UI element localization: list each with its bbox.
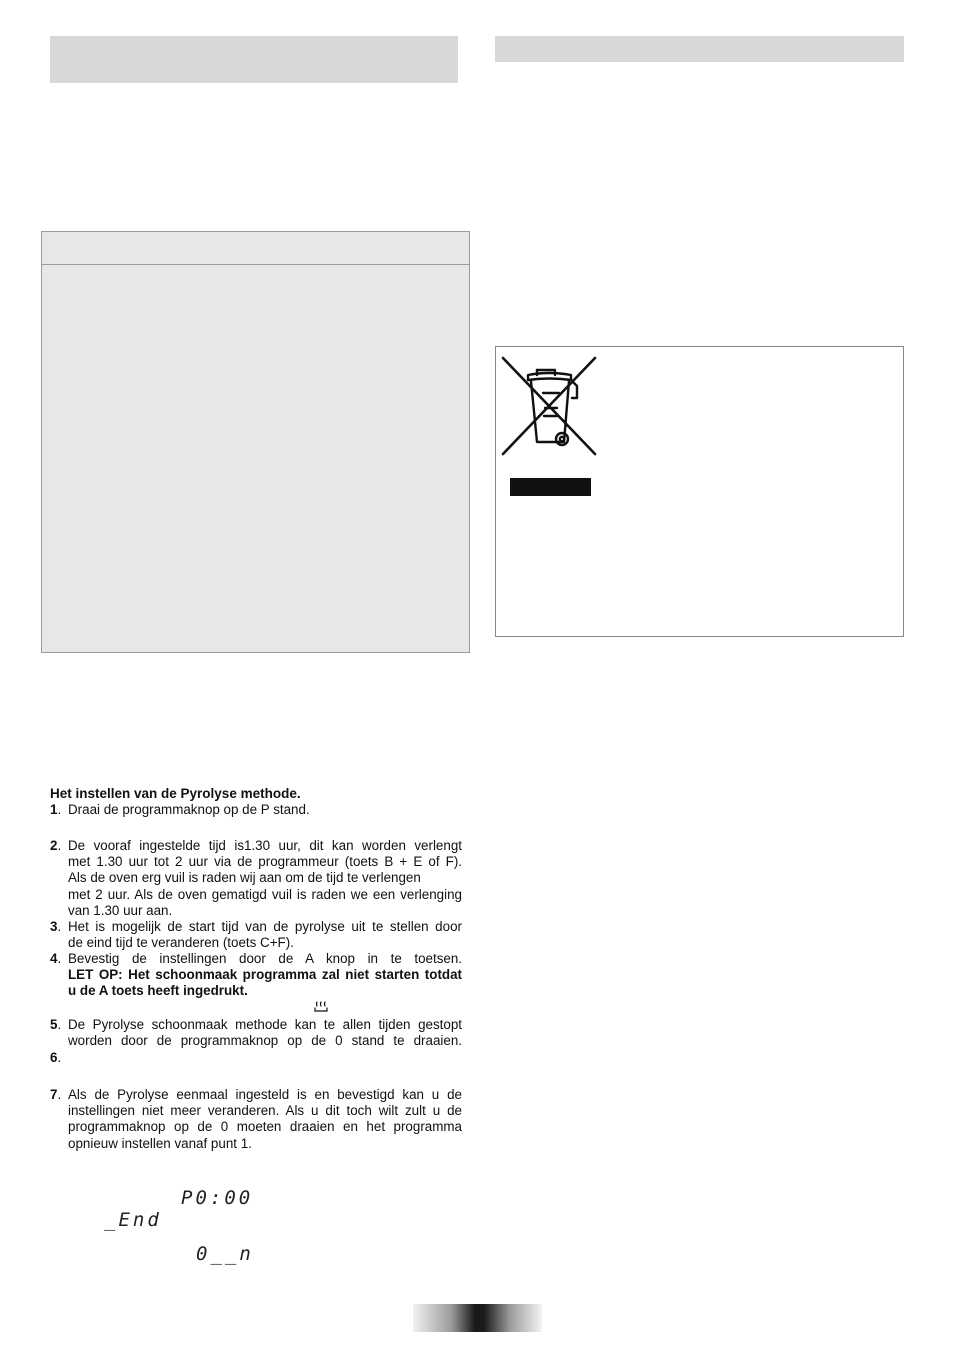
crossed-out-wheelie-bin-icon [501,356,597,456]
pyrolyse-heading: Het instellen van de Pyrolyse methode. [50,786,301,801]
display-p-time: P0:00 [181,1187,254,1209]
step-line: opnieuw instellen vanaf punt 1. [68,1135,252,1151]
step-line: de eind tijd te veranderen (toets C+F). [68,935,294,951]
step-4 [50,951,462,1000]
step-number: 4. [50,951,62,966]
step-5 [50,1017,462,1049]
step-number: 7. [50,1087,62,1102]
step-2 [50,838,462,919]
step-line: De Pyrolyse schoonmaak methode kan te allen tijden gestopt [68,1017,462,1032]
pyrolyse-steps [50,0,462,1200]
step-line: met 2 uur. Als de oven gematigd vuil is raden we een verlenging [68,886,462,902]
oven-heat-icon [314,1001,328,1013]
step-1 [50,802,462,818]
step-number: 2. [50,838,62,853]
step-line: met 1.30 uur tot 2 uur via de programmeur (toets B + E of F). [68,854,462,870]
display-end: _End [104,1209,162,1231]
page-number-tab [413,1304,542,1332]
weee-box [495,346,904,637]
weee-black-bar [510,478,591,496]
right-header-bar [495,36,904,62]
step-number: 1. [50,802,62,817]
step-line-warning: LET OP: Het schoonmaak programma zal niet starten totdat [68,967,462,983]
step-line: De vooraf ingestelde tijd is1.30 uur, dit kan worden verlengt [68,838,462,853]
step-line: Bevestig de instellingen door de A knop in te toetsen. [68,951,462,966]
step-number: 6. [50,1050,62,1065]
step-line: programmaknop op de 0 moeten draaien en het programma [68,1119,462,1135]
step-line: Als de oven erg vuil is raden wij aan om de tijd te verlengen [68,870,421,886]
step-number: 3. [50,919,62,934]
step-line-warning: u de A toets heeft ingedrukt. [68,983,248,999]
step-3 [50,919,462,951]
step-line: Als de Pyrolyse eenmaal ingesteld is en bevestigd kan u de [68,1087,462,1102]
step-line: instellingen niet meer veranderen. Als u dit toch wilt zult u de [68,1103,462,1119]
display-on: 0__n [196,1243,254,1265]
step-line: Het is mogelijk de start tijd van de pyrolyse uit te stellen door [68,919,462,934]
step-7 [50,1087,462,1152]
step-line: van 1.30 uur aan. [68,902,173,918]
step-text: Draai de programmaknop op de P stand. [68,802,310,817]
step-line: worden door de programmaknop op de 0 stand te draaien. [68,1033,462,1049]
step-number: 5. [50,1017,62,1032]
